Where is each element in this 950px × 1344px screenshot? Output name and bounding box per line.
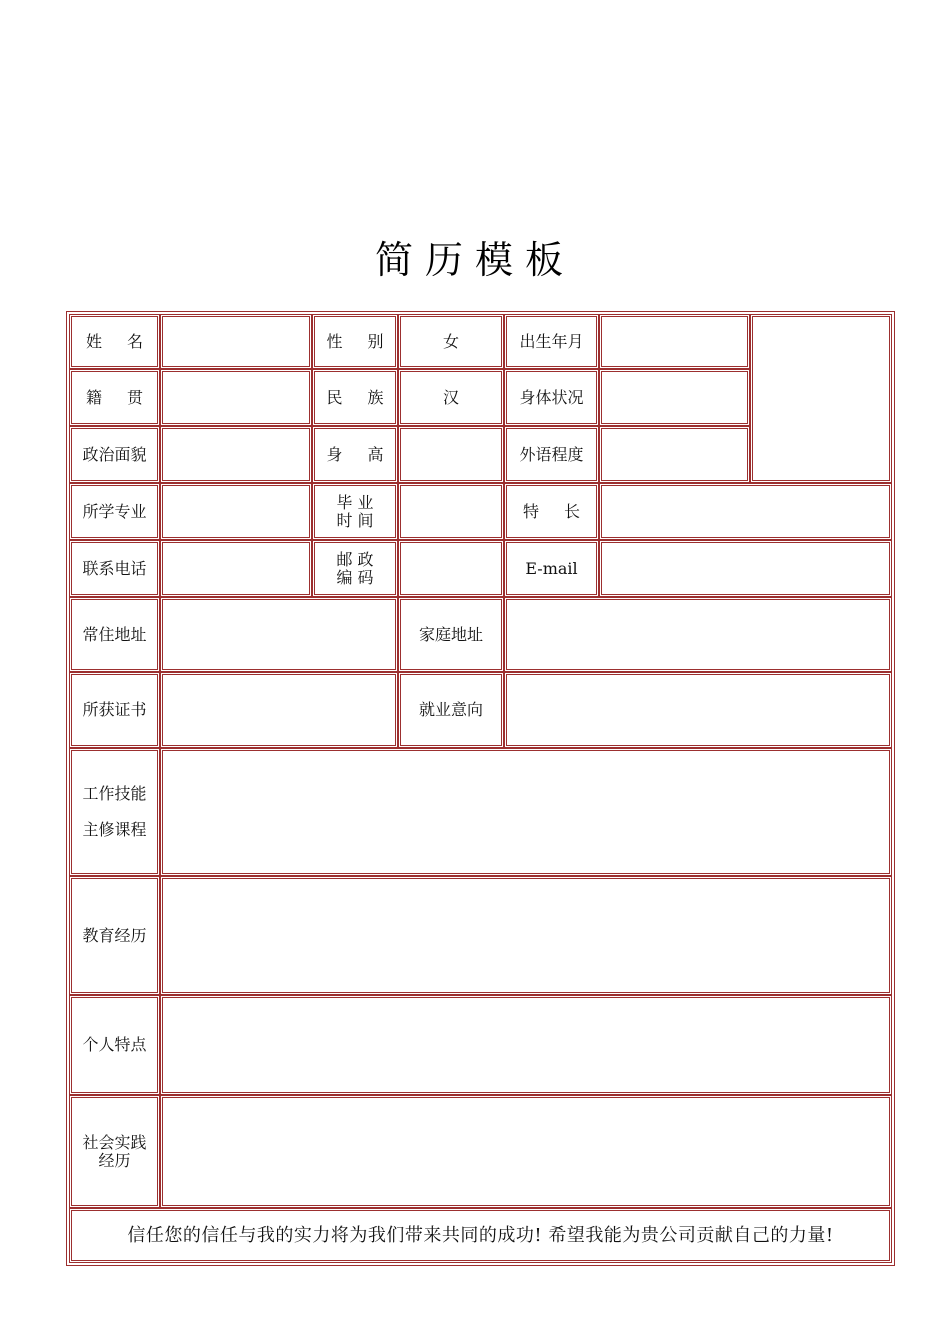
- graduation-time-field[interactable]: [398, 483, 504, 540]
- height-field[interactable]: [398, 426, 504, 483]
- social-practice-label: 社会实践 经历: [69, 1095, 160, 1208]
- postcode-field[interactable]: [398, 540, 504, 597]
- specialty-label: 特 长: [504, 483, 599, 540]
- residence-label: 常住地址: [69, 597, 160, 672]
- email-field[interactable]: [599, 540, 892, 597]
- email-label: E-mail: [504, 540, 599, 597]
- foreign-language-field[interactable]: [599, 426, 750, 483]
- job-intention-label: 就业意向: [398, 672, 504, 748]
- personality-label: 个人特点: [69, 995, 160, 1095]
- major-field[interactable]: [160, 483, 312, 540]
- political-status-label: 政治面貌: [69, 426, 160, 483]
- certificates-label: 所获证书: [69, 672, 160, 748]
- ethnicity-label: 民 族: [312, 369, 398, 426]
- health-label: 身体状况: [504, 369, 599, 426]
- height-label: 身 高: [312, 426, 398, 483]
- birth-field[interactable]: [599, 314, 750, 369]
- skills-label: 工作技能 主修课程: [69, 748, 160, 876]
- political-status-field[interactable]: [160, 426, 312, 483]
- specialty-field[interactable]: [599, 483, 892, 540]
- certificates-field[interactable]: [160, 672, 398, 748]
- personality-field[interactable]: [160, 995, 892, 1095]
- residence-field[interactable]: [160, 597, 398, 672]
- gender-value[interactable]: 女: [398, 314, 504, 369]
- home-address-label: 家庭地址: [398, 597, 504, 672]
- education-label: 教育经历: [69, 876, 160, 995]
- phone-label: 联系电话: [69, 540, 160, 597]
- page-title: 简历模板: [374, 238, 575, 282]
- graduation-time-label: 毕 业 时 间: [312, 483, 398, 540]
- social-practice-field[interactable]: [160, 1095, 892, 1208]
- job-intention-field[interactable]: [504, 672, 892, 748]
- foreign-language-label: 外语程度: [504, 426, 599, 483]
- name-label: 姓 名: [69, 314, 160, 369]
- home-address-field[interactable]: [504, 597, 892, 672]
- education-field[interactable]: [160, 876, 892, 995]
- footer-statement: [69, 1208, 892, 1263]
- gender-label: 性 别: [312, 314, 398, 369]
- native-place-field[interactable]: [160, 369, 312, 426]
- skills-field[interactable]: [160, 748, 892, 876]
- ethnicity-value[interactable]: 汉: [398, 369, 504, 426]
- native-place-label: 籍 贯: [69, 369, 160, 426]
- photo-area[interactable]: [750, 314, 892, 483]
- phone-field[interactable]: [160, 540, 312, 597]
- footer-text: 信任您的信任与我的实力将为我们带来共同的成功! 希望我能为贵公司贡献自己的力量!: [127, 1224, 834, 1246]
- birth-label: 出生年月: [504, 314, 599, 369]
- health-field[interactable]: [599, 369, 750, 426]
- postcode-label: 邮 政 编 码: [312, 540, 398, 597]
- name-field[interactable]: [160, 314, 312, 369]
- major-label: 所学专业: [69, 483, 160, 540]
